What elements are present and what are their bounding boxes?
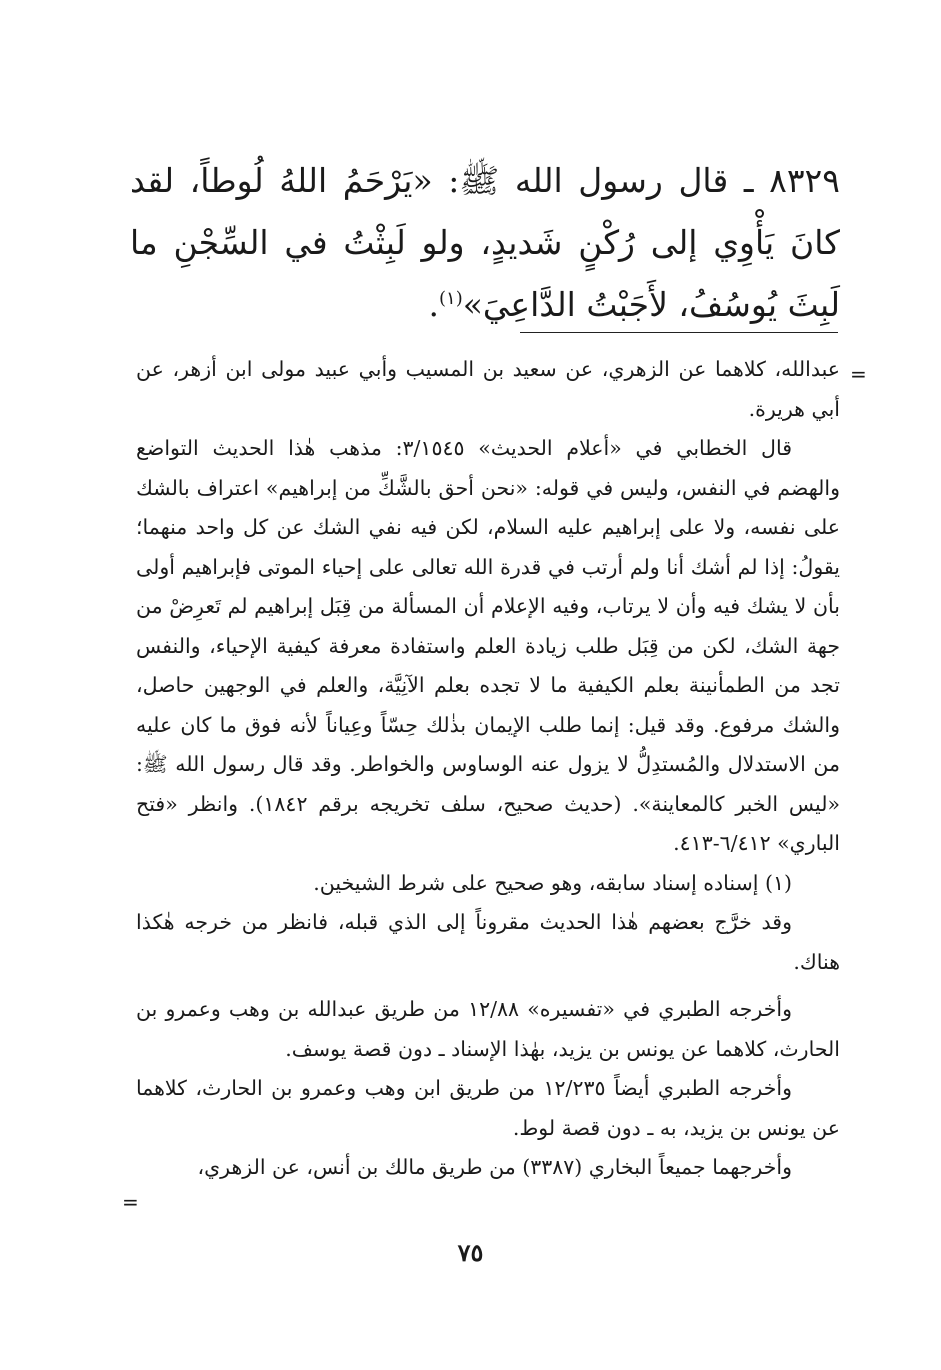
footnote-paragraph: عبدالله، كلاهما عن الزهري، عن سعيد بن المسيب وأبي عبيد مولى ابن أزهر، عن أبي هريرة.	[136, 357, 840, 421]
footnote-paragraph: وأخرجه الطبري أيضاً ١٢/٢٣٥ من طريق ابن وهب وعمرو بن الحارث، كلاهما عن يونس بن يزيد، به ـ دون قصة لوط.	[136, 1076, 840, 1140]
footnote-paragraph: (١) إسناده إسناد سابقه، وهو صحيح على شرط الشيخين.	[313, 870, 792, 895]
footnote-paragraph: وقد خرَّج بعضهم هٰذا الحديث مقروناً إلى الذي قبله، فانظر من خرجه هٰكذا هناك.	[136, 910, 840, 974]
footnote-paragraph: قال الخطابي في «أعلام الحديث» ٣/١٥٤٥: مذهب هٰذا الحديث التواضع والهضم في النفس، وليس في قوله: «نحن أحق بالشَّكِّ من إبراهيم» اعتراف بالشك على نفسه، ولا على إبراهيم عليه السلام، لكن فيه نفي الشك عن كل واحد منهما؛ يقولُ: إذا لم أشك أنا ولم أرتب في قدرة الله تعالى على إحياء الموتى فإبراهيم أولى بأن لا يشك فيه وأن لا يرتاب، وفيه الإعلام أن المسألة من قِبَل إبراهيم لم تَعرِضْ من جهة الشك، لكن من قِبَل طلب زيادة العلم واستفادة معرفة كيفية الإحياء، والنفس تجد من الطمأنينة بعلم الكيفية ما لا تجده بعلم الآنِيَّة، والعلم في الوجهين حاصل، والشك مرفوع. وقد قيل: إنما طلب الإيمان بذٰلك حِسّاً وعِياناً لأنه فوق ما كان عليه من الاستدلال والمُستدِلُّ لا يزول عنه الوساوس والخواطر. وقد قال رسول الله ﷺ: «ليس الخبر كالمعاينة». (حديث صحيح، سلف تخريجه برقم ١٨٤٢). وانظر «فتح الباري» ٦/٤١٢-٤١٣.	[136, 436, 840, 855]
continuation-mark-top: =	[850, 362, 867, 386]
hadith-text-block	[130, 150, 840, 336]
hadith-text: ٨٣٢٩ ـ قال رسول الله ﷺ: «يَرْحَمُ اللهُ لُوطاً، لقد كانَ يَأْوِي إلى رُكْنٍ شَديدٍ، ولو لَبِثْتُ في السِّجْنِ ما لَبِثَ يُوسُفُ، لأَجَبْتُ الدَّاعِيَ»	[130, 161, 840, 324]
footnote-reference: (١)	[439, 288, 463, 309]
footnote-divider	[520, 332, 838, 333]
footnote-paragraph: وأخرجه الطبري في «تفسيره» ١٢/٨٨ من طريق عبدالله بن وهب وعمرو بن الحارث، كلاهما عن يونس بن يزيد، بهٰذا الإسناد ـ دون قصة يوسف.	[136, 997, 840, 1061]
continuation-mark-bottom: =	[122, 1190, 139, 1214]
footnote-paragraph: وأخرجهما جميعاً البخاري (٣٣٨٧) من طريق مالك بن أنس، عن الزهري،	[197, 1155, 792, 1179]
hadith-end: .	[428, 285, 439, 324]
page-number: ٧٥	[457, 1238, 484, 1267]
footnotes-section	[136, 350, 840, 1188]
